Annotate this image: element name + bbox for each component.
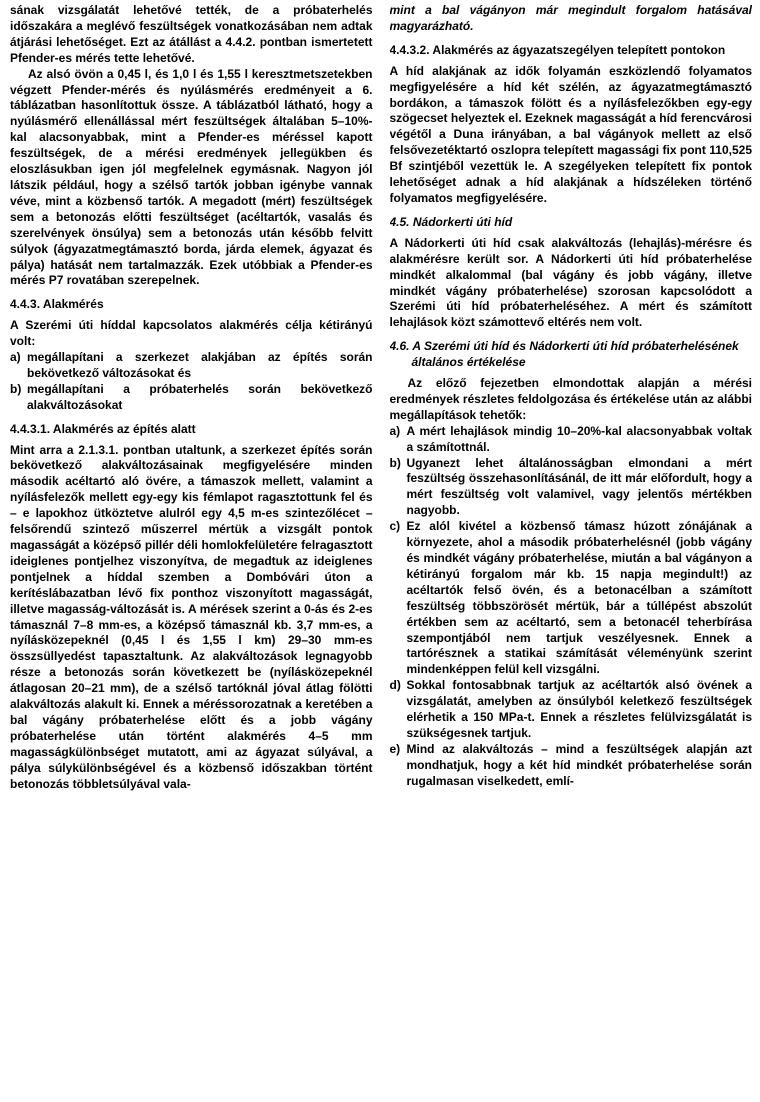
findings-list: [390, 424, 753, 790]
list-label: b): [10, 381, 22, 396]
list-item: [10, 382, 373, 414]
list-text: A mért lehajlások mindig 10–20%-kal alacsonyabbak voltak a számítottnál.: [406, 423, 752, 454]
section-heading-4-4-3-2: 4.4.3.2. Alakmérés az ágyazatszegélyen telepített pontokon: [389, 42, 726, 57]
paragraph: Mint arra a 2.1.3.1. pontban utaltunk, a szerkezet építés során bekövetkező alakváltozásainak megfigyelésére minden második acéltartó aló övére, a támaszok mellett, valamint a nyílásfelezők mellett egy-egy kis fémlapot ragasztottunk fel és – e lapokhoz ütköztetve alulról egy 4,5 m-es szintezőlécet – felsőrendű szintező műszerrel mértük a vizsgált pontok magasságát a középső pillér déli homlokfelületére felragasztott ideiglenes pontjelhez viszonyítva, de megadtuk az ideiglenes pontjelnek a híddal szemben a Dombóvári úton a kerítéslábazatban lévő fix ponthoz viszonyított magasságát, illetve magasság-változását is. A mérések szerint a 0-ás és 2-es támasznál 7–8 mm-es, a középső támasznál kb. 3,7 mm-es, a nyílásközepeknél (0,45 l és 1,55 l km) 29–30 mm-es összsüllyedést tapasztaltunk. Az alakváltozások legnagyobb része a betonozás során következett be (nyílásközepeknél átlagosan 20–21 mm), de a szélső tartóknál jóval átlag fölötti alakváltozás alakult ki. Ennek a méréssorozatnak a keretében a bal vágány próbaterhelése előtt és a jobb vágány próbaterhelése után történt alakmérés 4–5 mm magasságkülönbséget mutatott, ami az ágyazat súlyával, a pálya súlykülönbségével és a közbenső időszakban történt betonozás többletsúlyával vala-: [10, 442, 373, 791]
list-label: a): [10, 350, 21, 365]
paragraph: A Nádorkerti úti híd csak alakváltozás (lehajlás)-mérésre és alakmérésre került sor. A Nádorkerti úti híd próbaterhelése mindkét alkalommal (bal vágány és jobb vágány, illetve mindkét vágány próbaterhelése) szorosan kapcsolódott a Szerémi úti híd próbaterheléséhez. A mért és számított lehajlások közt számottevő eltérés nem volt.: [389, 235, 752, 330]
list-item: [390, 742, 753, 790]
list-label: c): [389, 519, 401, 534]
left-column: [10, 3, 373, 1102]
section-heading-4-6: 4.6. A Szerémi úti híd és Nádorkerti úti híd próbaterhelésének általános értékelése: [389, 339, 739, 370]
list-label: a): [389, 423, 401, 438]
list-item: [390, 456, 753, 520]
paragraph: Az előző fejezetben elmondottak alapján a mérési eredmények részletes feldolgozása és értékelése után az alábbi megállapítások tehetők:: [389, 376, 752, 422]
paragraph: Az alsó övön a 0,45 l, és 1,0 l és 1,55 l keresztmetszetekben végzett Pfender-mérés és nyúlásmérés eredményeit a 6. táblázatban hasonlítottuk össze. A táblázatból látható, hogy a nyúlásmérő ellenállással mért feszültségek általában 5–10%-kal alacsonyabbak, mint a Pfender-es méréssel kapott feszültségek, de a mérési eredmények jellegükben és eloszlásukban igen jól megfelelnek egymásnak. Nagyon jól látszik például, hogy a szélső tartók jobban igénybe vannak véve, mint a közbenső tartók. A megadott (mért) feszültségek sem a betonozás előtti feszültséget (acéltartók, vasalás és szerelvények önsúlya) sem a betonozás után később felvitt súlyok (ágyazatmegtámasztó borda, járda elemek, ágyazat és pálya) hatását nem tartalmazzák. Ezek utóbbiak a Pfender-es mérés P7 rovatában szerepelnek.: [10, 66, 373, 288]
right-column: [390, 3, 753, 1102]
list-text: Ez alól kivétel a közbenső támasz húzott zónájának a környezete, ahol a második próbaterhelésnél (jobb vágány és mindkét vágány próbaterhelése, miután a bal vágányon a kétirányú forgalom már kb. 15 napja megindult!) az acéltartók felső övén, és a betonacélban a számított feszültség többszörösét mértük, bár a túllépést abszolút értékben sem az acéltartó, sem a betonacél teherbírása szempontjából nem tartjuk veszélyesnek. Ennek a tartórésznek a statikai számítását véleményünk szerint mindenképpen felül kell vizsgálni.: [406, 519, 752, 677]
list-text: megállapítani a szerkezet alakjában az építés során bekövetkező változásokat és: [27, 350, 373, 380]
list-text: Mind az alakváltozás – mind a feszültségek alapján azt mondhatjuk, hogy a két híd mindkét próbaterhelése során rugalmasan viselkedett, emlí-: [406, 741, 752, 788]
list-text: Ugyanezt lehet általánosságban elmondani a mért feszültség összehasonlításánál, de itt már előfordult, hogy a mért feszültség volt valamivel, vagy jelentős mértékben nagyobb.: [406, 455, 752, 518]
list-text: Sokkal fontosabbnak tartjuk az acéltartók alsó övének a vizsgálatát, amelyben az önsúlyból keletkező feszültségek elérhetik a 150 MPa-t. Ennek a részletes felülvizsgálatát is szükségesnek tartjuk.: [406, 678, 752, 740]
section-heading-4-4-3-1: 4.4.3.1. Alakmérés az építés alatt: [10, 421, 196, 436]
paragraph: A Szerémi úti híddal kapcsolatos alakmérés célja kétirányú volt:: [10, 318, 373, 349]
section-heading-4-5: 4.5. Nádorkerti úti híd: [389, 214, 513, 229]
list-item: [10, 350, 373, 382]
list-label: d): [389, 678, 401, 693]
goal-list: [10, 350, 373, 414]
paragraph: mint a bal vágányon már megindult forgalom hatásával magyarázható.: [389, 3, 752, 33]
list-item: [390, 519, 753, 678]
list-item: [390, 424, 753, 456]
list-text: megállapítani a próbaterhelés során bekövetkező alakváltozásokat: [27, 381, 373, 412]
section-heading-4-4-3: 4.4.3. Alakmérés: [10, 297, 104, 312]
paragraph: sának vizsgálatát lehetővé tették, de a próbaterhelés időszakára a meglévő feszültségek vonatkozásában nem adtak átjárási lehetőséget. Ezt az átállást a 4.4.2. pontban ismertetett Pfender-es mérés tette lehetővé.: [10, 3, 373, 65]
list-label: e): [389, 741, 401, 756]
paragraph: A híd alakjának az idők folyamán eszközlendő folyamatos megfigyelésére a híd két szélén, az ágyazatmegtámasztó bordákon, a támaszok fölött és a nyílásfelezőkben egy-egy szögecset helyeztek el. Ezeknek magasságát a híd ferencvárosi végétől a Duna irányában, a bal vágányok mellett az első felsővezetéktartó oszlopra telepített magassági fix pont 110,525 Bf szintjéből vezettük le. A szegélyeken telepített fix pontok lehetőséget adnak a híd alakjának a hídszéleken történő folyamatos megfigyelésére.: [389, 63, 752, 205]
list-label: b): [389, 455, 401, 470]
list-item: [390, 678, 753, 742]
